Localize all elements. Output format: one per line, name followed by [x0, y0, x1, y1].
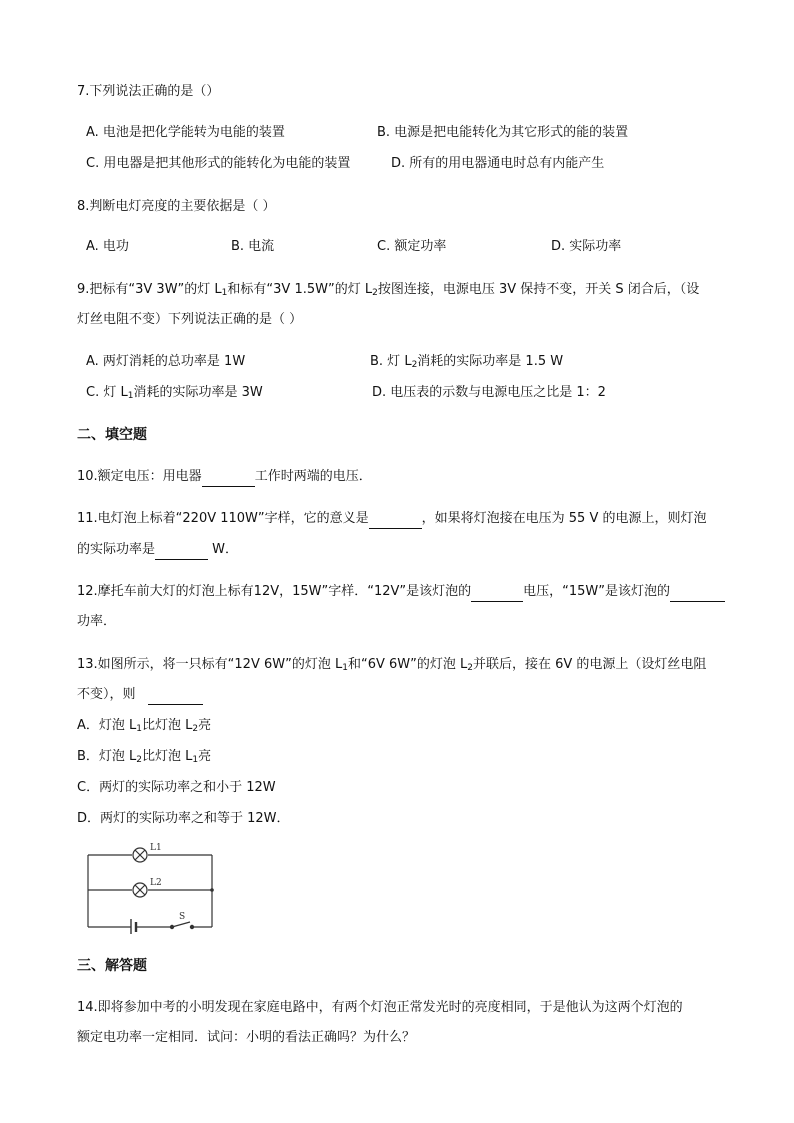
q13-subscript: 2 [136, 755, 143, 765]
q13-subscript: 1 [342, 663, 348, 673]
q9-subscript: 2 [411, 360, 418, 370]
q10-blank[interactable] [202, 468, 255, 487]
q11-text: ，如果将灯泡接在电压为 55 V 的电源上，则灯泡 [421, 511, 707, 526]
q9-option-b-text: 消耗的实际功率是 1.5 W [417, 354, 564, 369]
q11-line1 [77, 510, 707, 529]
q11-text: W． [208, 542, 239, 557]
q12-text: 12.摩托车前大灯的灯泡上标有12V，15W”字样．“12V”是该灯泡的 [77, 584, 472, 599]
label-s: S [179, 912, 186, 922]
q14-line2: 额定电功率一定相同．试问：小明的看法正确吗？为什么？ [77, 1030, 416, 1045]
q11-text: 的实际功率是 [77, 542, 156, 557]
q12-blank-2[interactable] [670, 583, 725, 602]
q13-text: 和“6V 6W”的灯泡 L [347, 657, 468, 672]
q13-subscript: 1 [192, 755, 199, 765]
q9-stem-text: 和标有“3V 1.5W”的灯 L [227, 282, 373, 297]
q11-text: 11.电灯泡上标着“220V 110W”字样，它的意义是 [77, 511, 369, 526]
junction-dot [210, 888, 214, 892]
q13-option-b [77, 748, 211, 769]
q7-option-d: D. 所有的用电器通电时总有内能产生 [391, 156, 605, 171]
q13-option-text: 比灯泡 L [142, 749, 193, 764]
q7-option-a: A. 电池是把化学能转为电能的装置 [86, 125, 285, 140]
q11-blank-2[interactable] [155, 541, 208, 560]
q13-option-text: 亮 [198, 718, 212, 733]
q13-option-text: 亮 [198, 749, 212, 764]
section-fill-in-heading: 二、填空题 [77, 427, 147, 443]
q12-blank-1[interactable] [471, 583, 523, 602]
label-l2: L2 [150, 878, 162, 888]
q13-subscript: 1 [136, 724, 143, 734]
q8-option-b: B. 电流 [231, 239, 275, 254]
circuit-diagram [84, 842, 219, 934]
q9-option-c-text: C. 灯 L [86, 385, 128, 400]
q13-option-a [77, 717, 211, 738]
q14-line1: 14.即将参加中考的小明发现在家庭电路中，有两个灯泡正常发光时的亮度相同，于是他认为这两个灯泡的 [77, 1000, 683, 1015]
q13-option-d: D．两灯的实际功率之和等于 12W． [77, 811, 290, 826]
q9-option-b-text: B. 灯 L [370, 354, 412, 369]
q7-option-b: B. 电源是把电能转化为其它形式的能的装置 [377, 125, 629, 140]
battery-icon [131, 919, 136, 934]
q11-blank-1[interactable] [369, 510, 422, 529]
q9-option-b [370, 353, 563, 374]
q9-option-c-text: 消耗的实际功率是 3W [133, 385, 263, 400]
q12-text: 电压，“15W”是该灯泡的 [523, 584, 671, 599]
q10 [77, 468, 372, 487]
q9-subscript: 1 [221, 288, 228, 298]
q9-option-d: D. 电压表的示数与电源电压之比是 1：2 [372, 385, 606, 400]
q12-line1 [77, 583, 725, 602]
q9-option-c [86, 384, 263, 405]
q13-text: 并联后，接在 6V 的电源上（设灯丝电阻 [472, 657, 707, 672]
lamp-l2-icon [133, 883, 147, 897]
q8-option-d: D. 实际功率 [551, 239, 622, 254]
q9-stem-line2: 灯丝电阻不变）下列说法正确的是（ ） [77, 312, 303, 327]
q13-option-c: C．两灯的实际功率之和小于 12W [77, 780, 276, 795]
q13-subscript: 2 [467, 663, 473, 673]
q12-line2: 功率． [77, 614, 117, 629]
q13-text: 不变），则 [77, 687, 140, 702]
q13-option-text: B．灯泡 L [77, 749, 137, 764]
q7-option-c: C. 用电器是把其他形式的能转化为电能的装置 [86, 156, 351, 171]
q9-option-a: A. 两灯消耗的总功率是 1W [86, 354, 246, 369]
q9-subscript: 2 [372, 288, 378, 298]
q8-stem: 8.判断电灯亮度的主要依据是（ ） [77, 199, 276, 214]
q9-stem-text: 按图连接，电源电压 3V 保持不变，开关 S 闭合后，（设 [377, 282, 700, 297]
q9-stem-line1 [77, 281, 699, 302]
q13-line2 [77, 686, 203, 705]
q8-option-c: C. 额定功率 [377, 239, 447, 254]
q13-option-text: 比灯泡 L [142, 718, 193, 733]
q13-text: 13.如图所示，将一只标有“12V 6W”的灯泡 L [77, 657, 343, 672]
lamp-l1-icon [133, 848, 147, 862]
q13-line1 [77, 656, 706, 677]
q13-subscript: 2 [192, 724, 199, 734]
q9-subscript: 1 [127, 391, 134, 401]
switch-icon [170, 922, 193, 929]
q10-text: 工作时两端的电压． [254, 469, 372, 484]
q13-blank[interactable] [148, 686, 203, 705]
q8-option-a: A. 电功 [86, 239, 129, 254]
label-l1: L1 [150, 843, 162, 853]
q13-option-text: A．灯泡 L [77, 718, 137, 733]
section-answer-heading: 三、解答题 [77, 958, 147, 974]
q7-stem: 7.下列说法正确的是（） [77, 84, 220, 99]
q10-text: 10.额定电压：用电器 [77, 469, 202, 484]
q9-stem-text: 9.把标有“3V 3W”的灯 L [77, 282, 222, 297]
q11-line2 [77, 541, 238, 560]
